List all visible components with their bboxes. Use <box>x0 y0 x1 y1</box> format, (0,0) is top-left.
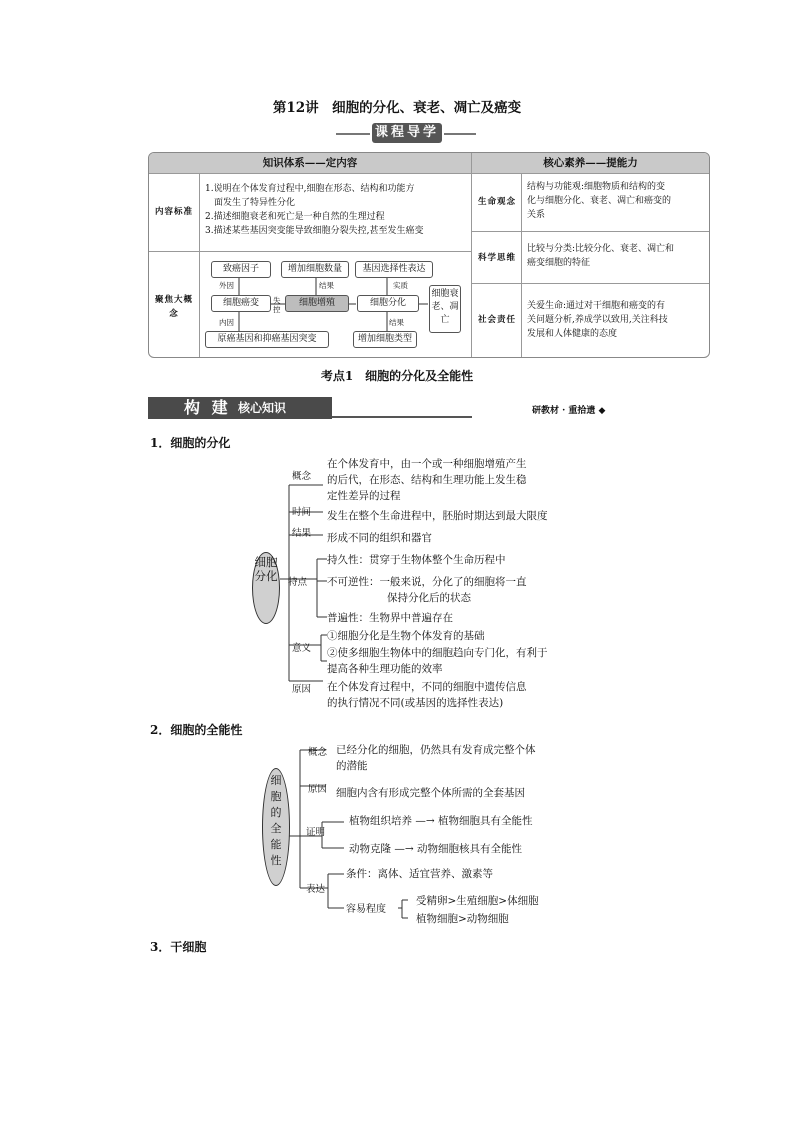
toti-root: 细胞的全能性 <box>262 768 290 886</box>
toti-label-concept: 概念 <box>308 747 328 758</box>
literacy-text-thinking <box>527 242 709 270</box>
literacy-line: 关爱生命:通过对干细胞和癌变的有 <box>527 301 666 311</box>
differentiation-box: 细胞分化 <box>357 295 419 312</box>
diff-time: 发生在整个生命进程中，胚胎时期达到最大限度 <box>327 510 548 522</box>
diff-meaning-2a: ②使多细胞生物体中的细胞趋向专门化，有利于 <box>327 647 548 659</box>
diff-concept <box>327 456 527 504</box>
toti-ease-2: 植物细胞>动物细胞 <box>416 913 509 925</box>
aging-box: 细胞衰老、凋亡 <box>429 285 461 333</box>
proliferation-box: 细胞增殖 <box>285 295 349 312</box>
section-header <box>148 397 693 419</box>
literacy-text-social <box>527 299 709 341</box>
concept-line: 定性差异的过程 <box>327 490 401 502</box>
label-external: 外因 <box>219 281 234 290</box>
heading-stem-cells: 3．干细胞 <box>150 940 207 954</box>
standard-item: 2.描述细胞衰老和死亡是一种自然的生理过程 <box>205 212 385 222</box>
literacy-line: 比较与分类:比较分化、衰老、凋亡和 <box>527 244 675 254</box>
literacy-line: 关系 <box>527 210 546 220</box>
label-internal: 内因 <box>219 318 234 327</box>
section-right-label: 研教材 · 重拾遗 ◆ <box>532 406 606 416</box>
course-guide-banner <box>336 124 476 142</box>
diff-label-meaning: 意义 <box>292 643 312 654</box>
diff-root: 细胞分化 <box>252 552 280 624</box>
literacy-line: 结构与功能观:细胞物质和结构的变 <box>527 182 666 192</box>
section-header-dark <box>148 397 332 419</box>
section-small: 核心知识 <box>238 401 287 415</box>
banner-line-right <box>444 133 476 135</box>
diff-label-reason: 原因 <box>292 684 312 695</box>
toti-ease-1: 受精卵>生殖细胞>体细胞 <box>416 895 539 907</box>
section-underline <box>332 416 472 418</box>
toti-proof-2: 动物克隆 —→ 动物细胞核具有全能性 <box>349 843 522 855</box>
concept-line: 在个体发育中，由一个或一种细胞增殖产生 <box>327 458 527 470</box>
section-big: 构 建 <box>184 398 231 417</box>
literacy-line: 发展和人体健康的态度 <box>527 329 618 339</box>
literacy-line: 癌变细胞的特征 <box>527 258 591 268</box>
banner-label: 课程导学 <box>372 123 442 143</box>
literacy-label-thinking: 科学思维 <box>477 253 516 263</box>
toti-label-proof: 证明 <box>306 827 326 838</box>
increase-number-box: 增加细胞数量 <box>281 261 349 278</box>
label-result: 结果 <box>389 318 404 327</box>
genes-box: 原癌基因和抑癌基因突变 <box>205 331 329 348</box>
divider <box>149 173 709 174</box>
diff-feature-1: 持久性：贯穿于生物体整个生命历程中 <box>327 554 506 566</box>
standard-item: 3.描述某些基因突变能导致细胞分裂失控,甚至发生癌变 <box>205 226 424 236</box>
concept-line: 的后代，在形态、结构和生理功能上发生稳 <box>327 474 527 486</box>
row-label-concepts: 聚焦大概念 <box>154 295 193 319</box>
toti-ease-label: 容易程度 <box>346 904 386 915</box>
diff-result: 形成不同的组织和器官 <box>327 532 432 544</box>
diff-label-feature: 特点 <box>288 577 308 588</box>
overview-table <box>148 152 710 358</box>
banner-line-left <box>336 133 370 135</box>
diff-feature-2b: 保持分化后的状态 <box>387 592 471 604</box>
diff-reason-1: 在个体发育过程中，不同的细胞中遗传信息 <box>327 681 527 693</box>
kaodian-title: 考点1 细胞的分化及全能性 <box>320 369 474 383</box>
label-lose-control: 失控 <box>273 296 281 314</box>
diff-meaning-2b: 提高各种生理功能的效率 <box>327 663 443 675</box>
divider <box>471 153 472 357</box>
standard-item: 面发生了特异性分化 <box>205 198 296 208</box>
page-title: 第12讲 细胞的分化、衰老、凋亡及癌变 <box>272 100 522 116</box>
row-label-standards: 内容标准 <box>154 207 193 217</box>
right-header: 核心素养——提能力 <box>472 153 709 173</box>
literacy-text-life <box>527 180 709 222</box>
diff-feature-3: 普遍性：生物界中普遍存在 <box>327 612 453 624</box>
heading-totipotency: 2．细胞的全能性 <box>150 723 243 737</box>
diff-label-result: 结果 <box>292 528 312 539</box>
diff-meaning-1: ①细胞分化是生物个体发育的基础 <box>327 630 485 642</box>
label-essence: 实质 <box>393 281 408 290</box>
concept-map-arrows <box>149 251 471 357</box>
standard-item: 1.说明在个体发育过程中,细胞在形态、结构和功能方 <box>205 184 415 194</box>
divider <box>471 283 709 284</box>
diff-label-concept: 概念 <box>292 471 312 482</box>
label-result: 结果 <box>319 281 334 290</box>
literacy-line: 关问题分析,养成学以致用,关注科技 <box>527 315 668 325</box>
cancer-cell-box: 细胞癌变 <box>211 295 271 312</box>
toti-concept-a: 已经分化的细胞，仍然具有发育成完整个体 <box>336 744 536 756</box>
toti-label-express: 表达 <box>306 884 326 895</box>
toti-condition: 条件：离体、适宜营养、激素等 <box>346 868 493 880</box>
divider <box>471 231 709 232</box>
literacy-label-life: 生命观念 <box>477 197 516 207</box>
literacy-line: 化与细胞分化、衰老、凋亡和癌变的 <box>527 196 672 206</box>
toti-reason: 细胞内含有形成完整个体所需的全套基因 <box>336 787 525 799</box>
increase-types-box: 增加细胞类型 <box>353 331 417 348</box>
toti-concept-b: 的潜能 <box>336 760 368 772</box>
heading-differentiation: 1．细胞的分化 <box>150 436 231 450</box>
divider <box>521 173 522 357</box>
toti-proof-1: 植物组织培养 —→ 植物细胞具有全能性 <box>349 815 533 827</box>
left-header: 知识体系——定内容 <box>149 153 471 173</box>
gene-expression-box: 基因选择性表达 <box>355 261 433 278</box>
diff-reason-2: 的执行情况不同(或基因的选择性表达) <box>327 697 504 709</box>
carcinogen-box: 致癌因子 <box>211 261 271 278</box>
standards-list <box>205 182 471 238</box>
literacy-label-social: 社会责任 <box>477 315 516 325</box>
diff-feature-2a: 不可逆性：一般来说，分化了的细胞将一直 <box>327 576 527 588</box>
diff-label-time: 时间 <box>292 507 312 518</box>
toti-label-reason: 原因 <box>308 784 328 795</box>
